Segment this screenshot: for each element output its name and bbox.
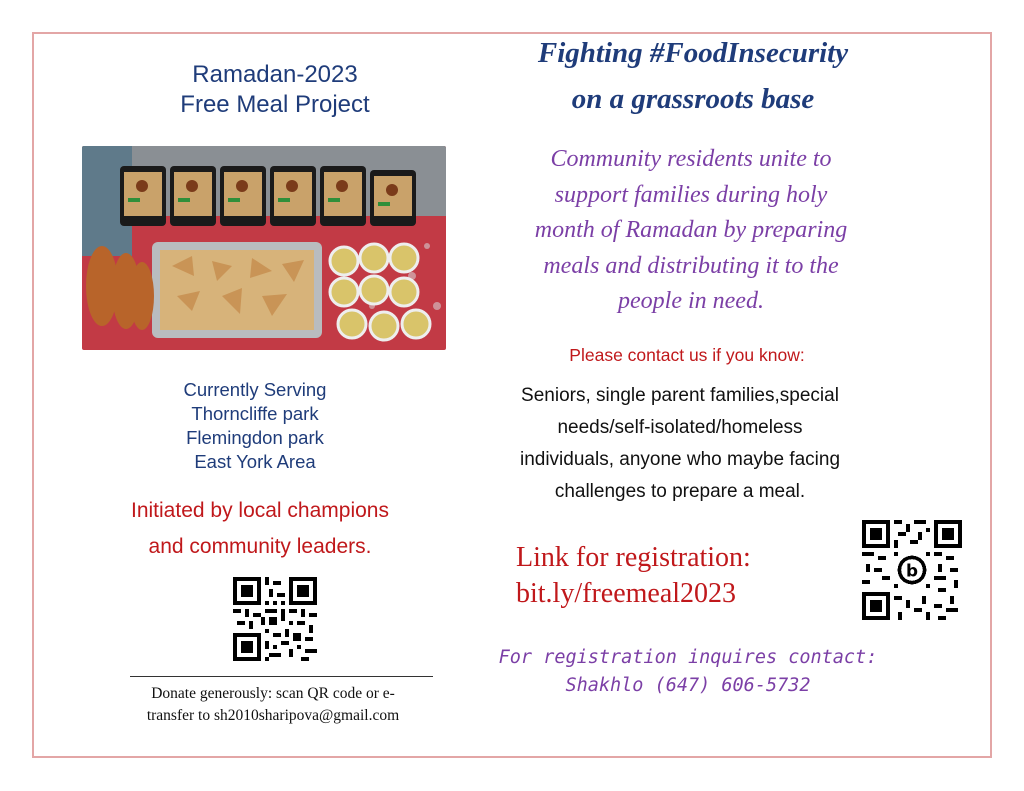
description-line: Community residents unite to [550,146,832,172]
meal-photo [82,146,446,350]
initiated-by [70,493,450,565]
serving-line: Currently Serving [183,379,327,400]
description-line: support families during holy [554,181,828,208]
donate-line1: Donate generously: scan QR code or e- [151,685,395,702]
target-groups [456,380,904,508]
description [468,142,914,320]
registration-link-label: Link for registration: [516,542,751,573]
target-line: Seniors, single parent families,special [521,385,839,406]
donation-qr-code[interactable] [233,577,317,661]
project-title-line1: Ramadan-2023 [192,61,358,88]
contact-prompt: Please contact us if you know: [569,345,805,365]
description-line: people in need. [618,288,764,314]
donate-note [100,683,446,727]
target-line: needs/self-isolated/homeless [557,417,803,438]
serving-line: East York Area [194,451,316,472]
target-line: individuals, anyone who maybe facing [519,449,841,470]
headline-line1: Fighting #FoodInsecurity [537,37,849,69]
serving-line: Thorncliffe park [191,403,319,424]
registration-qr-code[interactable] [862,520,962,620]
description-line: month of Ramadan by preparing [534,217,848,243]
serving-line: Flemingdon park [186,427,324,448]
meal-photo-image [82,146,446,350]
headline [470,30,916,122]
donate-line2: transfer to sh2010sharipova@gmail.com [146,707,400,724]
description-line: meals and distributing it to the [543,252,839,279]
qr-code-icon [233,577,317,661]
initiated-line2: and community leaders. [148,535,372,558]
registration-inquiry [470,644,906,700]
project-title [100,60,450,120]
headline-line2: on a grassroots base [571,83,815,115]
serving-areas [110,378,400,474]
inquiry-line1: For registration inquires contact: [498,647,878,668]
qr-code-icon [862,520,962,620]
bitly-logo-icon: b [905,560,919,581]
target-line: challenges to prepare a meal. [554,481,806,502]
donate-divider [130,676,433,677]
registration-link[interactable]: bit.ly/freemeal2023 [516,578,737,609]
project-title-line2: Free Meal Project [180,91,370,118]
inquiry-line2: Shakhlo (647) 606-5732 [565,675,811,696]
initiated-line1: Initiated by local champions [131,499,389,522]
